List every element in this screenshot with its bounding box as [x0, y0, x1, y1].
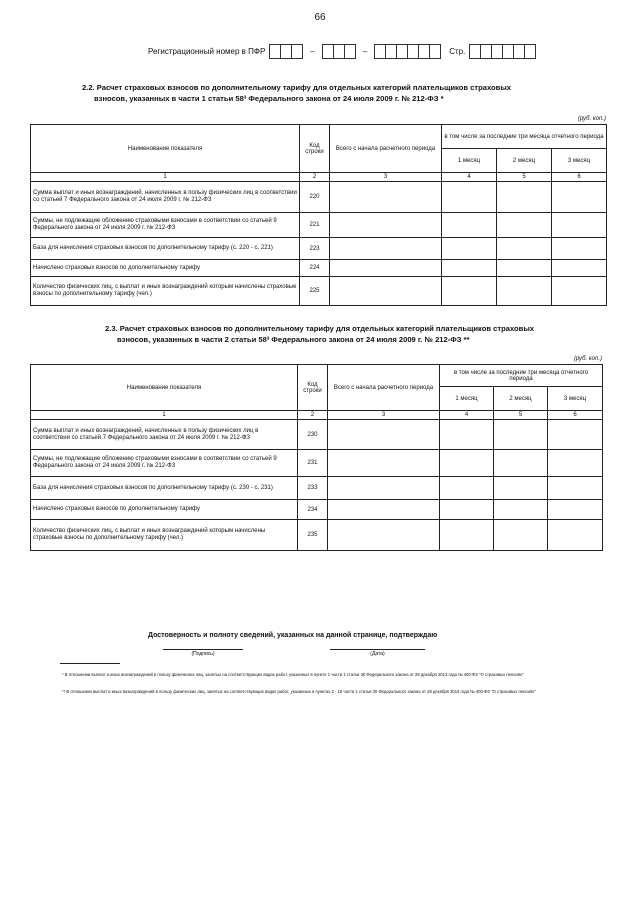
row-code: 235 — [298, 520, 328, 551]
table-row — [31, 500, 603, 520]
col-number: 2 — [300, 173, 330, 182]
section-2-3-title-line1: 2.3. Расчет страховых взносов по дополнительному тарифу для отдельных категорий плательщиков страховых — [105, 324, 535, 333]
registration-line — [148, 44, 536, 59]
section-2-3-title-line2: взносов, указанных в части 2 статьи 58³ Федерального закона от 24 июля 2009 г. № 212-ФЗ ** — [117, 335, 470, 344]
value-cell[interactable] — [497, 260, 552, 277]
value-cell[interactable] — [494, 420, 548, 450]
header-month-2: 2 месяц — [497, 149, 552, 173]
value-cell[interactable] — [442, 260, 497, 277]
col-number: 6 — [548, 411, 603, 420]
row-name: Суммы, не подлежащие обложению страховыми взносами в соответствии со статьей 9 Федерального закона от 24 июля 2009 г. № 212-ФЗ — [31, 213, 300, 238]
table-row — [31, 182, 607, 213]
value-cell[interactable] — [330, 260, 442, 277]
col-number: 5 — [494, 411, 548, 420]
row-name: База для начисления страховых взносов по дополнительному тарифу (с. 230 - с. 231) — [31, 477, 298, 500]
row-code: 221 — [300, 213, 330, 238]
header-total: Всего с начала расчетного периода — [328, 365, 440, 411]
value-cell[interactable] — [497, 277, 552, 306]
value-cell[interactable] — [440, 477, 494, 500]
value-cell[interactable] — [552, 277, 607, 306]
value-cell[interactable] — [494, 500, 548, 520]
table-row — [31, 238, 607, 260]
page-number: 66 — [314, 12, 326, 23]
value-cell[interactable] — [548, 500, 603, 520]
page-label: Стр. — [449, 47, 466, 56]
value-cell[interactable] — [548, 450, 603, 477]
table-row — [31, 420, 603, 450]
table-row — [31, 213, 607, 238]
header-month-1: 1 месяц — [440, 387, 494, 411]
value-cell[interactable] — [442, 238, 497, 260]
section-2-2-title-line1: 2.2. Расчет страховых взносов по дополнительному тарифу для отдельных категорий плательщиков страховых — [82, 83, 512, 92]
value-cell[interactable] — [440, 500, 494, 520]
row-code: 224 — [300, 260, 330, 277]
row-name: Количество физических лиц, с выплат и иных вознаграждений которым начислены страховые взносы по дополнительному тарифу (чел.) — [31, 277, 300, 306]
row-code: 231 — [298, 450, 328, 477]
header-total: Всего с начала расчетного периода — [330, 125, 442, 173]
value-cell[interactable] — [440, 520, 494, 551]
value-cell[interactable] — [497, 182, 552, 213]
value-cell[interactable] — [548, 520, 603, 551]
section-2-2-title-line2: взносов, указанных в части 1 статьи 58³ Федерального закона от 24 июля 2009 г. № 212-ФЗ * — [94, 94, 444, 103]
section-2-2-title — [82, 82, 582, 104]
reg-dash-1: – — [310, 47, 315, 56]
value-cell[interactable] — [330, 238, 442, 260]
table-row — [31, 477, 603, 500]
header-last-three-months: в том числе за последние три месяца отчетного периода — [442, 125, 607, 149]
header-month-2: 2 месяц — [494, 387, 548, 411]
col-number: 6 — [552, 173, 607, 182]
row-name: База для начисления страховых взносов по дополнительному тарифу (с. 220 - с. 221) — [31, 238, 300, 260]
row-name: Количество физических лиц, с выплат и иных вознаграждений которым начислены страховые взносы по дополнительному тарифу (чел.) — [31, 520, 298, 551]
table-row — [31, 260, 607, 277]
value-cell[interactable] — [330, 182, 442, 213]
footnote-divider — [60, 663, 120, 664]
header-last-three-months: в том числе за последние три месяца отчетного периода — [440, 365, 603, 387]
table-row — [31, 450, 603, 477]
col-number: 3 — [328, 411, 440, 420]
value-cell[interactable] — [440, 450, 494, 477]
value-cell[interactable] — [494, 477, 548, 500]
value-cell[interactable] — [552, 260, 607, 277]
value-cell[interactable] — [494, 450, 548, 477]
section-2-3-unit: (руб. коп.) — [573, 356, 602, 362]
value-cell[interactable] — [440, 420, 494, 450]
signature-field[interactable]: (Подпись) — [163, 649, 243, 657]
col-number: 1 — [31, 173, 300, 182]
row-code: 234 — [298, 500, 328, 520]
reg-field-part1[interactable] — [269, 44, 303, 59]
column-numbers-row — [31, 173, 607, 182]
section-2-3-title — [105, 323, 585, 345]
value-cell[interactable] — [330, 277, 442, 306]
value-cell[interactable] — [442, 213, 497, 238]
registration-label: Регистрационный номер в ПФР — [148, 47, 266, 56]
reg-dash-2: – — [362, 47, 368, 56]
header-name: Наименование показателя — [31, 365, 298, 411]
date-field[interactable]: (Дата) — [330, 649, 425, 657]
row-code: 225 — [300, 277, 330, 306]
row-name: Начислено страховых взносов по дополнительному тарифу — [31, 260, 300, 277]
header-code: Код строки — [300, 125, 330, 173]
value-cell[interactable] — [442, 277, 497, 306]
value-cell[interactable] — [497, 238, 552, 260]
table-row — [31, 277, 607, 306]
row-code: 230 — [298, 420, 328, 450]
value-cell[interactable] — [552, 182, 607, 213]
value-cell[interactable] — [497, 213, 552, 238]
value-cell[interactable] — [442, 182, 497, 213]
header-month-1: 1 месяц — [442, 149, 497, 173]
col-number: 3 — [330, 173, 442, 182]
confirmation-text: Достоверность и полноту сведений, указанных на данной странице, подтверждаю — [148, 632, 438, 639]
header-code: Код строки — [298, 365, 328, 411]
row-code: 223 — [300, 238, 330, 260]
value-cell[interactable] — [548, 477, 603, 500]
table-row — [31, 520, 603, 551]
value-cell[interactable] — [552, 213, 607, 238]
col-number: 5 — [497, 173, 552, 182]
row-name: Сумма выплат и иных вознаграждений, начисленных в пользу физических лиц в соответствии со статьей 7 Федерального закона от 24 июля 2009 г. № 212-ФЗ — [31, 182, 300, 213]
value-cell[interactable] — [330, 213, 442, 238]
value-cell[interactable] — [328, 450, 440, 477]
footnote-2: ** В отношении выплат и иных вознаграждений в пользу физических лиц, занятых на соответствующих видах работ, указанных в пунктах 2 - 18 части 1 статьи 30 Федерального закона от 28 декабря 2013 года № 400-ФЗ "О страховых пенсиях" — [62, 689, 536, 694]
col-number: 1 — [31, 411, 298, 420]
value-cell[interactable] — [328, 500, 440, 520]
page-field[interactable] — [469, 44, 536, 59]
col-number: 4 — [440, 411, 494, 420]
value-cell[interactable] — [552, 238, 607, 260]
footnote-1: * В отношении выплат и иных вознаграждений в пользу физических лиц, занятых на соответствующих видах работ, указанных в пункте 1 части 1 статьи 30 Федерального закона от 28 декабря 2013 года № 400-ФЗ "О страховых пенсиях" — [62, 672, 524, 677]
column-numbers-row — [31, 411, 603, 420]
value-cell[interactable] — [548, 420, 603, 450]
row-name: Суммы, не подлежащие обложению страховыми взносами в соответствии со статьей 9 Федерального закона от 24 июля 2009 г. № 212-ФЗ — [31, 450, 298, 477]
value-cell[interactable] — [328, 520, 440, 551]
row-code: 233 — [298, 477, 328, 500]
col-number: 4 — [442, 173, 497, 182]
row-name: Сумма выплат и иных вознаграждений, начисленных в пользу физических лиц в соответствии со статьей 7 Федерального закона от 24 июля 2009 г. № 212-ФЗ — [31, 420, 298, 450]
reg-field-part3[interactable] — [374, 44, 441, 59]
value-cell[interactable] — [328, 420, 440, 450]
section-2-3-table — [30, 364, 603, 551]
section-2-2-table — [30, 124, 607, 306]
section-2-2-unit: (руб. коп.) — [577, 116, 606, 122]
col-number: 2 — [298, 411, 328, 420]
row-code: 220 — [300, 182, 330, 213]
header-name: Наименование показателя — [31, 125, 300, 173]
reg-field-part2[interactable] — [322, 44, 356, 59]
header-month-3: 3 месяц — [552, 149, 607, 173]
header-month-3: 3 месяц — [548, 387, 603, 411]
row-name: Начислено страховых взносов по дополнительному тарифу — [31, 500, 298, 520]
value-cell[interactable] — [494, 520, 548, 551]
value-cell[interactable] — [328, 477, 440, 500]
